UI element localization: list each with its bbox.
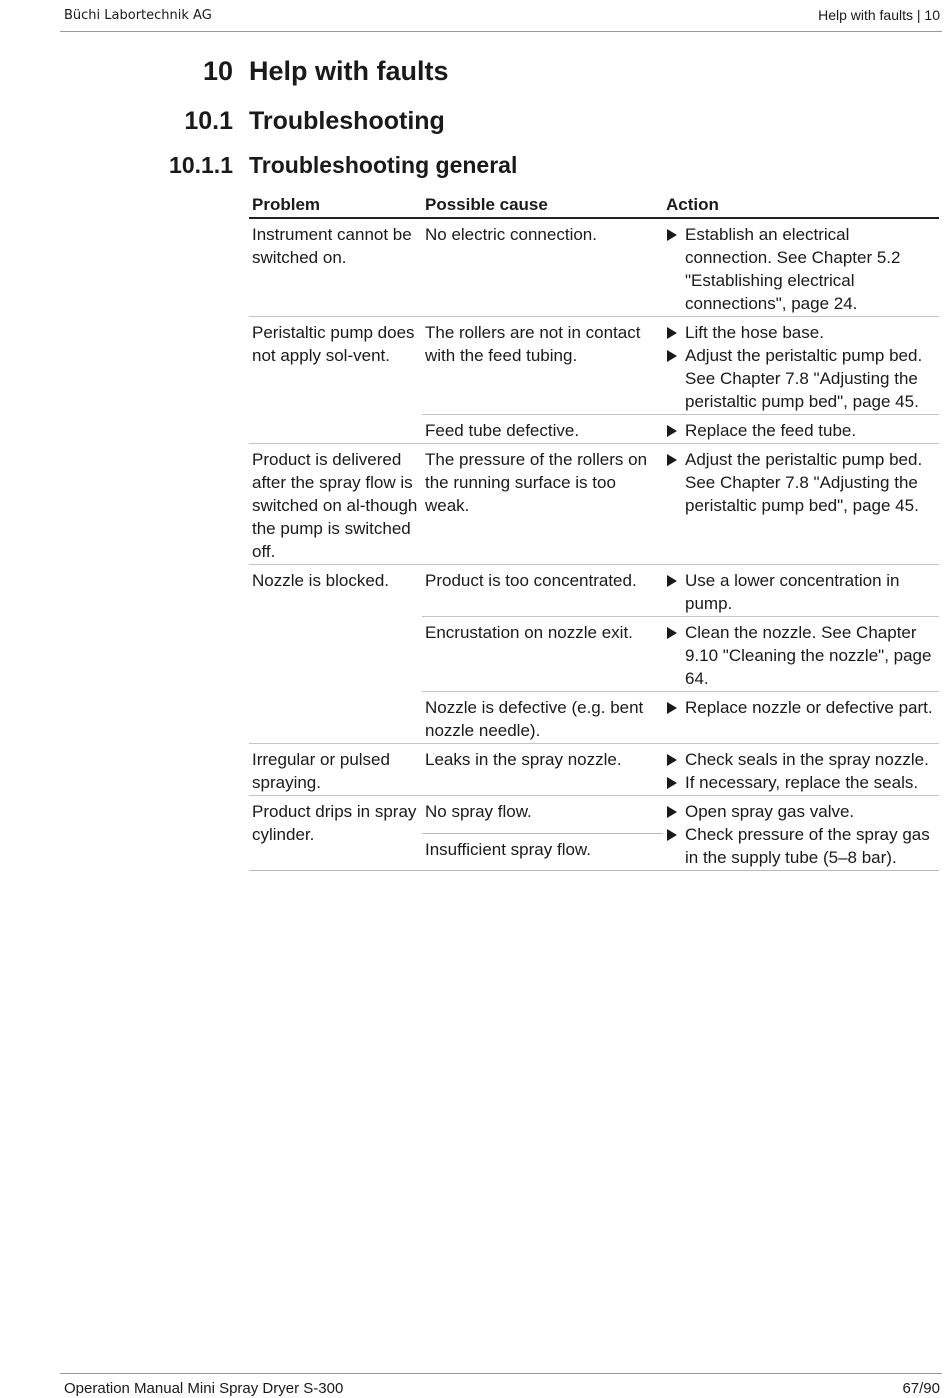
problem-cell: Nozzle is blocked. — [249, 565, 422, 744]
action-text: Use a lower concentration in pump. — [685, 571, 900, 613]
table-row — [249, 796, 939, 834]
action-text: Check seals in the spray nozzle. — [685, 750, 929, 769]
cause-cell: Leaks in the spray nozzle. — [422, 744, 663, 796]
cause-cell: The pressure of the rollers on the running surface is too weak. — [422, 444, 663, 565]
action-cell — [663, 565, 939, 617]
action-text: Lift the hose base. — [685, 323, 824, 342]
troubleshooting-table — [249, 190, 939, 871]
page-header — [60, 0, 942, 32]
problem-cell: Peristaltic pump does not apply sol-vent. — [249, 317, 422, 444]
subsection-title: Troubleshooting general — [249, 152, 518, 178]
table-row — [249, 317, 939, 415]
table-row — [249, 444, 939, 565]
action-cell — [663, 218, 939, 317]
section-title: Troubleshooting — [249, 107, 445, 135]
action-item — [666, 800, 937, 823]
action-cell — [663, 617, 939, 692]
arrow-icon — [667, 829, 677, 841]
action-item — [666, 223, 937, 315]
action-item — [666, 419, 937, 442]
action-cell — [663, 415, 939, 444]
cause-cell: Nozzle is defective (e.g. bent nozzle needle). — [422, 692, 663, 744]
column-header-problem: Problem — [249, 190, 422, 218]
arrow-icon — [667, 806, 677, 818]
subsection-number: 10.1.1 — [169, 152, 233, 178]
action-item — [666, 823, 937, 869]
chapter-label: Help with faults | 10 — [818, 7, 940, 23]
chapter-number: 10 — [202, 56, 233, 86]
cause-cell: The rollers are not in contact with the feed tubing. — [422, 317, 663, 415]
cause-cell: Product is too concentrated. — [422, 565, 663, 617]
cause-cell: No electric connection. — [422, 218, 663, 317]
action-cell — [663, 444, 939, 565]
cause-cell: Encrustation on nozzle exit. — [422, 617, 663, 692]
action-text: Clean the nozzle. See Chapter 9.10 "Cleaning the nozzle", page 64. — [685, 623, 932, 688]
cause-cell: No spray flow. — [422, 796, 663, 834]
section-number: 10.1 — [184, 107, 233, 135]
action-item — [666, 321, 937, 344]
action-text: Replace nozzle or defective part. — [685, 698, 933, 717]
arrow-icon — [667, 575, 677, 587]
action-text: Adjust the peristaltic pump bed. See Chapter 7.8 "Adjusting the peristaltic pump bed", page 45. — [685, 346, 923, 411]
action-item — [666, 344, 937, 413]
column-header-action: Action — [663, 190, 939, 218]
cause-cell: Insufficient spray flow. — [422, 833, 663, 871]
company-name: Büchi Labortechnik AG — [64, 8, 212, 23]
action-item — [666, 748, 937, 771]
action-item — [666, 621, 937, 690]
subsection-heading — [0, 152, 950, 182]
action-text: Open spray gas valve. — [685, 802, 855, 821]
arrow-icon — [667, 627, 677, 639]
action-cell — [663, 796, 939, 871]
page-footer — [60, 1373, 942, 1398]
cause-cell: Feed tube defective. — [422, 415, 663, 444]
table-header-row — [249, 190, 939, 218]
arrow-icon — [667, 454, 677, 466]
table-row — [249, 218, 939, 317]
problem-cell: Instrument cannot be switched on. — [249, 218, 422, 317]
arrow-icon — [667, 777, 677, 789]
action-item — [666, 696, 937, 719]
arrow-icon — [667, 425, 677, 437]
action-text: Establish an electrical connection. See Chapter 5.2 "Establishing electrical connections", page 24. — [685, 225, 901, 313]
manual-title: Operation Manual Mini Spray Dryer S-300 — [64, 1380, 344, 1397]
table-row — [249, 565, 939, 617]
arrow-icon — [667, 350, 677, 362]
chapter-heading — [0, 56, 950, 90]
action-item — [666, 771, 937, 794]
action-item — [666, 569, 937, 615]
section-heading — [0, 107, 950, 139]
action-item — [666, 448, 937, 517]
problem-cell: Irregular or pulsed spraying. — [249, 744, 422, 796]
action-text: Adjust the peristaltic pump bed. See Chapter 7.8 "Adjusting the peristaltic pump bed", page 45. — [685, 450, 923, 515]
arrow-icon — [667, 327, 677, 339]
arrow-icon — [667, 229, 677, 241]
action-text: Check pressure of the spray gas in the supply tube (5–8 bar). — [685, 825, 930, 867]
action-cell — [663, 317, 939, 415]
action-cell — [663, 692, 939, 744]
action-text: Replace the feed tube. — [685, 421, 857, 440]
problem-cell: Product drips in spray cylinder. — [249, 796, 422, 871]
problem-cell: Product is delivered after the spray flow is switched on al-though the pump is switched off. — [249, 444, 422, 565]
arrow-icon — [667, 702, 677, 714]
action-text: If necessary, replace the seals. — [685, 773, 919, 792]
arrow-icon — [667, 754, 677, 766]
column-header-cause: Possible cause — [422, 190, 663, 218]
action-cell — [663, 744, 939, 796]
chapter-title: Help with faults — [249, 56, 449, 86]
page-number: 67/90 — [902, 1380, 940, 1397]
table-row — [249, 744, 939, 796]
